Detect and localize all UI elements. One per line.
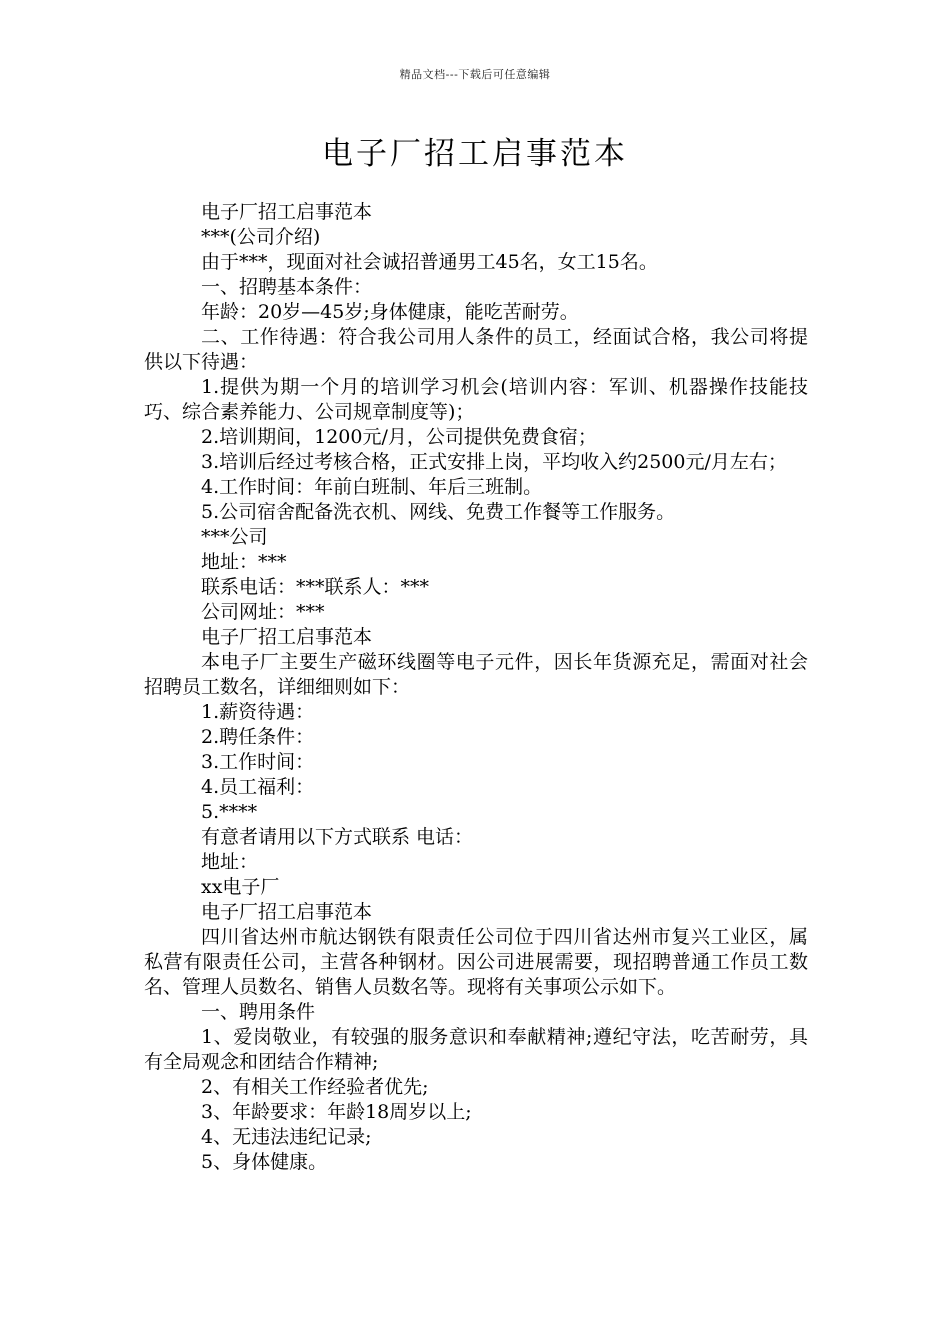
paragraph: 3.工作时间： xyxy=(201,751,315,773)
paragraph: 1.薪资待遇： xyxy=(201,701,315,723)
paragraph: 4.员工福利： xyxy=(201,776,315,798)
paragraph: 有意者请用以下方式联系 电话： xyxy=(201,826,474,848)
paragraph: 2.聘任条件： xyxy=(201,726,315,748)
paragraph: 3.培训后经过考核合格，正式安排上岗，平均收入约2500元/月左右； xyxy=(201,451,787,473)
paragraph: 1、爱岗敬业，有较强的服务意识和奉献精神;遵纪守法，吃苦耐劳，具有全局观念和团结合作精神; xyxy=(144,1026,808,1073)
paragraph: 年龄：20岁—45岁;身体健康，能吃苦耐劳。 xyxy=(201,301,579,323)
paragraph: 4、无违法违纪记录; xyxy=(201,1126,372,1148)
paragraph: 地址：*** xyxy=(201,551,287,573)
header-note: 精品文档---下载后可任意编辑 xyxy=(399,68,551,81)
paragraph: 一、招聘基本条件： xyxy=(201,276,373,298)
paragraph: 2.培训期间，1200元/月，公司提供免费食宿； xyxy=(201,426,597,448)
document-title: 电子厂招工启事范本 xyxy=(322,136,628,172)
paragraph: 5、身体健康。 xyxy=(201,1151,328,1173)
paragraph: 地址： xyxy=(201,851,259,873)
paragraph: 公司网址：*** xyxy=(201,601,325,623)
paragraph: ***(公司介绍) xyxy=(201,226,321,248)
document-body xyxy=(144,200,808,1175)
paragraph: 电子厂招工启事范本 xyxy=(201,901,373,923)
paragraph: 一、聘用条件 xyxy=(201,1001,316,1023)
paragraph: 四川省达州市航达钢铁有限责任公司位于四川省达州市复兴工业区，属私营有限责任公司，主营各种钢材。因公司进展需要，现招聘普通工作员工数名、管理人员数名、销售人员数名等。现将有关事项公示如下。 xyxy=(144,926,808,998)
paragraph: 2、有相关工作经验者优先; xyxy=(201,1076,429,1098)
paragraph: ***公司 xyxy=(201,526,268,548)
paragraph: xx电子厂 xyxy=(201,876,280,898)
paragraph: 电子厂招工启事范本 xyxy=(201,626,373,648)
paragraph: 电子厂招工启事范本 xyxy=(201,201,373,223)
paragraph: 本电子厂主要生产磁环线圈等电子元件，因长年货源充足，需面对社会招聘员工数名，详细细则如下： xyxy=(144,651,808,698)
paragraph: 5.**** xyxy=(201,801,258,823)
paragraph: 联系电话：***联系人：*** xyxy=(201,576,430,598)
paragraph: 1.提供为期一个月的培训学习机会(培训内容：军训、机器操作技能技巧、综合素养能力、公司规章制度等)； xyxy=(144,376,808,423)
paragraph: 4.工作时间：年前白班制、年后三班制。 xyxy=(201,476,543,498)
paragraph: 二、工作待遇：符合我公司用人条件的员工，经面试合格，我公司将提供以下待遇： xyxy=(144,326,808,373)
paragraph: 由于***，现面对社会诚招普通男工45名，女工15名。 xyxy=(201,251,658,273)
paragraph: 3、年龄要求：年龄18周岁以上; xyxy=(201,1101,472,1123)
paragraph: 5.公司宿舍配备洗衣机、网线、免费工作餐等工作服务。 xyxy=(201,501,676,523)
